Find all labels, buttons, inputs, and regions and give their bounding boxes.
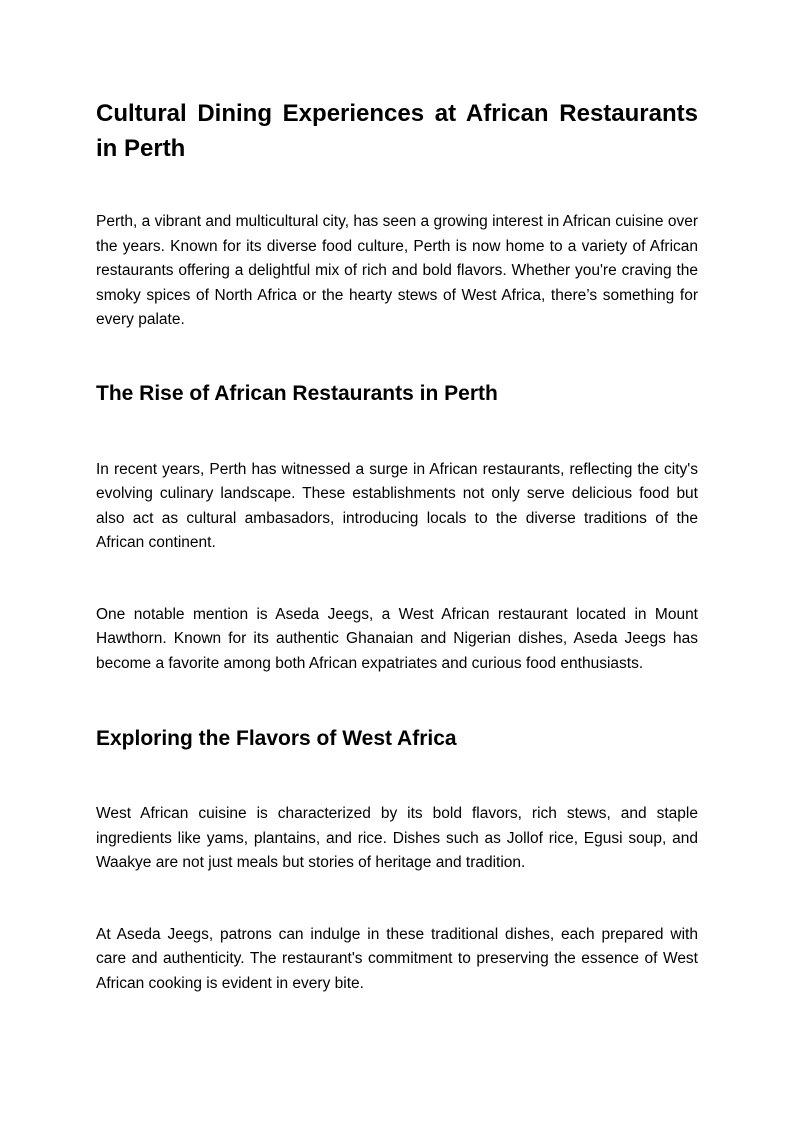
document-page [96, 96, 698, 996]
section-paragraph: One notable mention is Aseda Jeegs, a West African restaurant located in Mount Hawthorn. Known for its authentic Ghanaian and Nigerian dishes, Aseda Jeegs has become a favorite among both African expatriates and curious food enthusiasts. [96, 605, 698, 672]
section-heading-rise: The Rise of African Restaurants in Perth [96, 381, 498, 405]
section-paragraph: In recent years, Perth has witnessed a surge in African restaurants, reflecting the city's evolving culinary landscape. These establishments not only serve delicious food but also act as cultural ambasadors, introducing locals to the diverse traditions of the African continent. [96, 460, 698, 551]
section-paragraph: At Aseda Jeegs, patrons can indulge in these traditional dishes, each prepared with care and authenticity. The restaurant's commitment to preserving the essence of West African cooking is evident in every bite. [96, 925, 698, 992]
document-title: Cultural Dining Experiences at African Restaurants in Perth [96, 100, 698, 162]
section-paragraph: West African cuisine is characterized by its bold flavors, rich stews, and staple ingredients like yams, plantains, and rice. Dishes such as Jollof rice, Egusi soup, and Waakye are not just meals but stories of heritage and tradition. [96, 805, 698, 871]
section-heading-west-africa: Exploring the Flavors of West Africa [96, 727, 457, 750]
intro-paragraph: Perth, a vibrant and multicultural city, has seen a growing interest in African cuisine over the years. Known for its diverse food culture, Perth is now home to a variety of African restaurants offering a delightful mix of rich and bold flavors. Whether you're craving the smoky spices of North Africa or the hearty stews of West Africa, there’s something for every palate. [96, 213, 698, 328]
